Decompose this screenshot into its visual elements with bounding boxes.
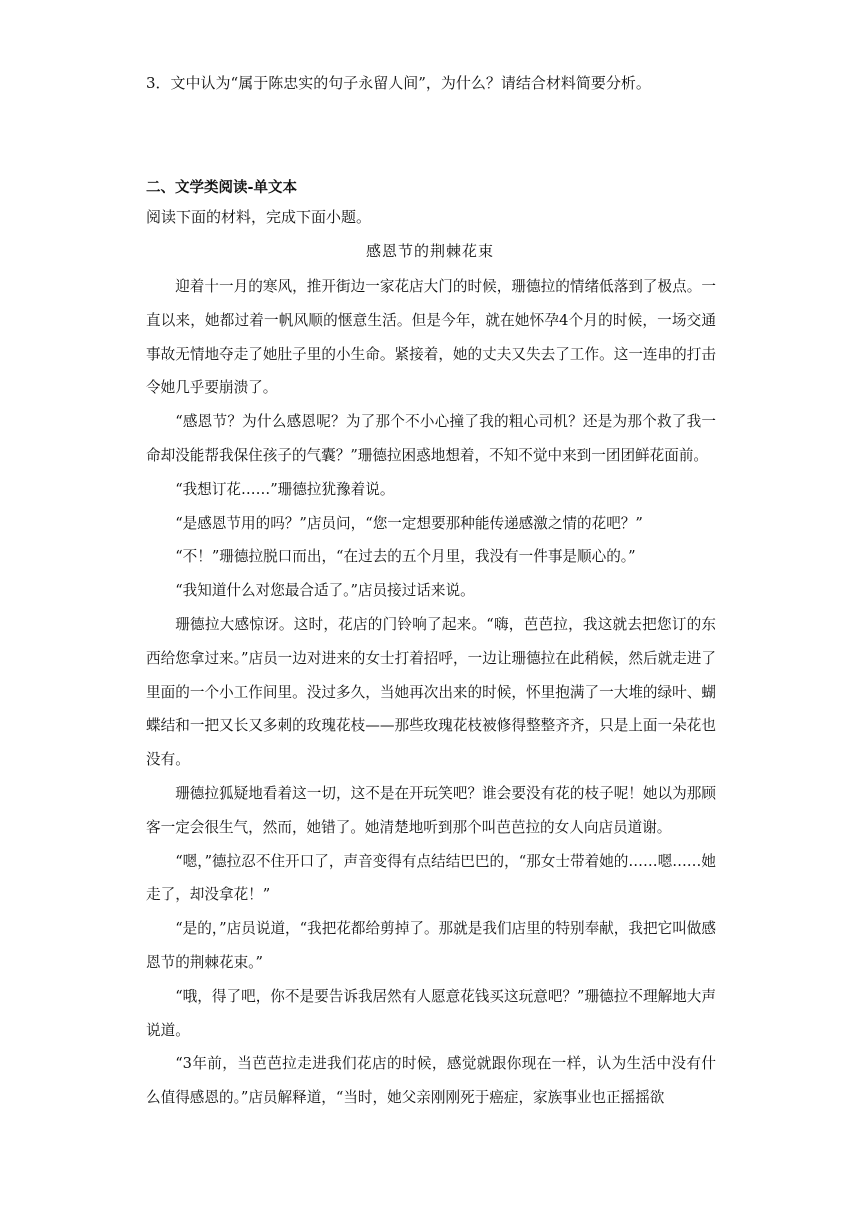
- paragraph: “感恩节？为什么感恩呢？为了那个不小心撞了我的粗心司机？还是为那个救了我一命却没能帮我保住孩子的气囊？”珊德拉困惑地想着，不知不觉中来到一团团鲜花面前。: [146, 413, 716, 464]
- story-title: 感恩节的荆棘花束: [365, 242, 494, 260]
- story-body: [146, 270, 716, 1115]
- paragraph: “不！”珊德拉脱口而出，“在过去的五个月里，我没有一件事是顺心的。”: [175, 548, 636, 566]
- paragraph: 迎着十一月的寒风，推开街边一家花店大门的时候，珊德拉的情绪低落到了极点。一直以来，她都过着一帆风顺的惬意生活。但是今年，就在她怀孕4个月的时候，一场交通事故无情地夺走了她肚子里的小生命。紧接着，她的丈夫又失去了工作。这一连串的打击令她几乎要崩溃了。: [146, 278, 716, 397]
- paragraph: “我想订花……”珊德拉犹豫着说。: [175, 480, 395, 498]
- paragraph: “哦，得了吧，你不是要告诉我居然有人愿意花钱买这玩意吧？”珊德拉不理解地大声说道。: [146, 987, 716, 1039]
- instruction: 阅读下面的材料，完成下面小题。: [146, 208, 372, 226]
- paragraph: “是感恩节用的吗？”店员问，“您一定想要那种能传递感激之情的花吧？”: [175, 514, 643, 532]
- paragraph: 珊德拉大感惊讶。这时，花店的门铃响了起来。“嗨，芭芭拉，我这就去把您订的东西给您拿过来。”店员一边对进来的女士打着招呼，一边让珊德拉在此稍候，然后就走进了里面的一个小工作间里。没过多久，当她再次出来的时候，怀里抱满了一大堆的绿叶、蝴蝶结和一把又长又多刺的玫瑰花枝——那些玫瑰花枝被修得整整齐齐，只是上面一朵花也没有。: [146, 615, 716, 769]
- paragraph: “是的，”店员说道，“我把花都给剪掉了。那就是我们店里的特别奉献，我把它叫做感恩节的荆棘花束。”: [146, 920, 716, 971]
- paragraph: “我知道什么对您最合适了。”店员接过话来说。: [175, 582, 475, 600]
- paragraph: 珊德拉狐疑地看着这一切，这不是在开玩笑吧？谁会要没有花的枝子呢！她以为那顾客一定会很生气，然而，她错了。她清楚地听到那个叫芭芭拉的女人向店员道谢。: [146, 784, 716, 836]
- question-3: 3．文中认为“属于陈忠实的句子永留人间”，为什么？请结合材料简要分析。: [146, 74, 651, 92]
- section-title: 二、文学类阅读-单文本: [146, 180, 298, 196]
- paragraph: “3年前，当芭芭拉走进我们花店的时候，感觉就跟你现在一样，认为生活中没有什么值得感恩的。”店员解释道，“当时，她父亲刚刚死于癌症，家族事业也正摇摇欲: [146, 1055, 716, 1107]
- paragraph: “嗯，”德拉忍不住开口了，声音变得有点结结巴巴的，“那女士带着她的……嗯……她走了，却没拿花！”: [146, 852, 716, 904]
